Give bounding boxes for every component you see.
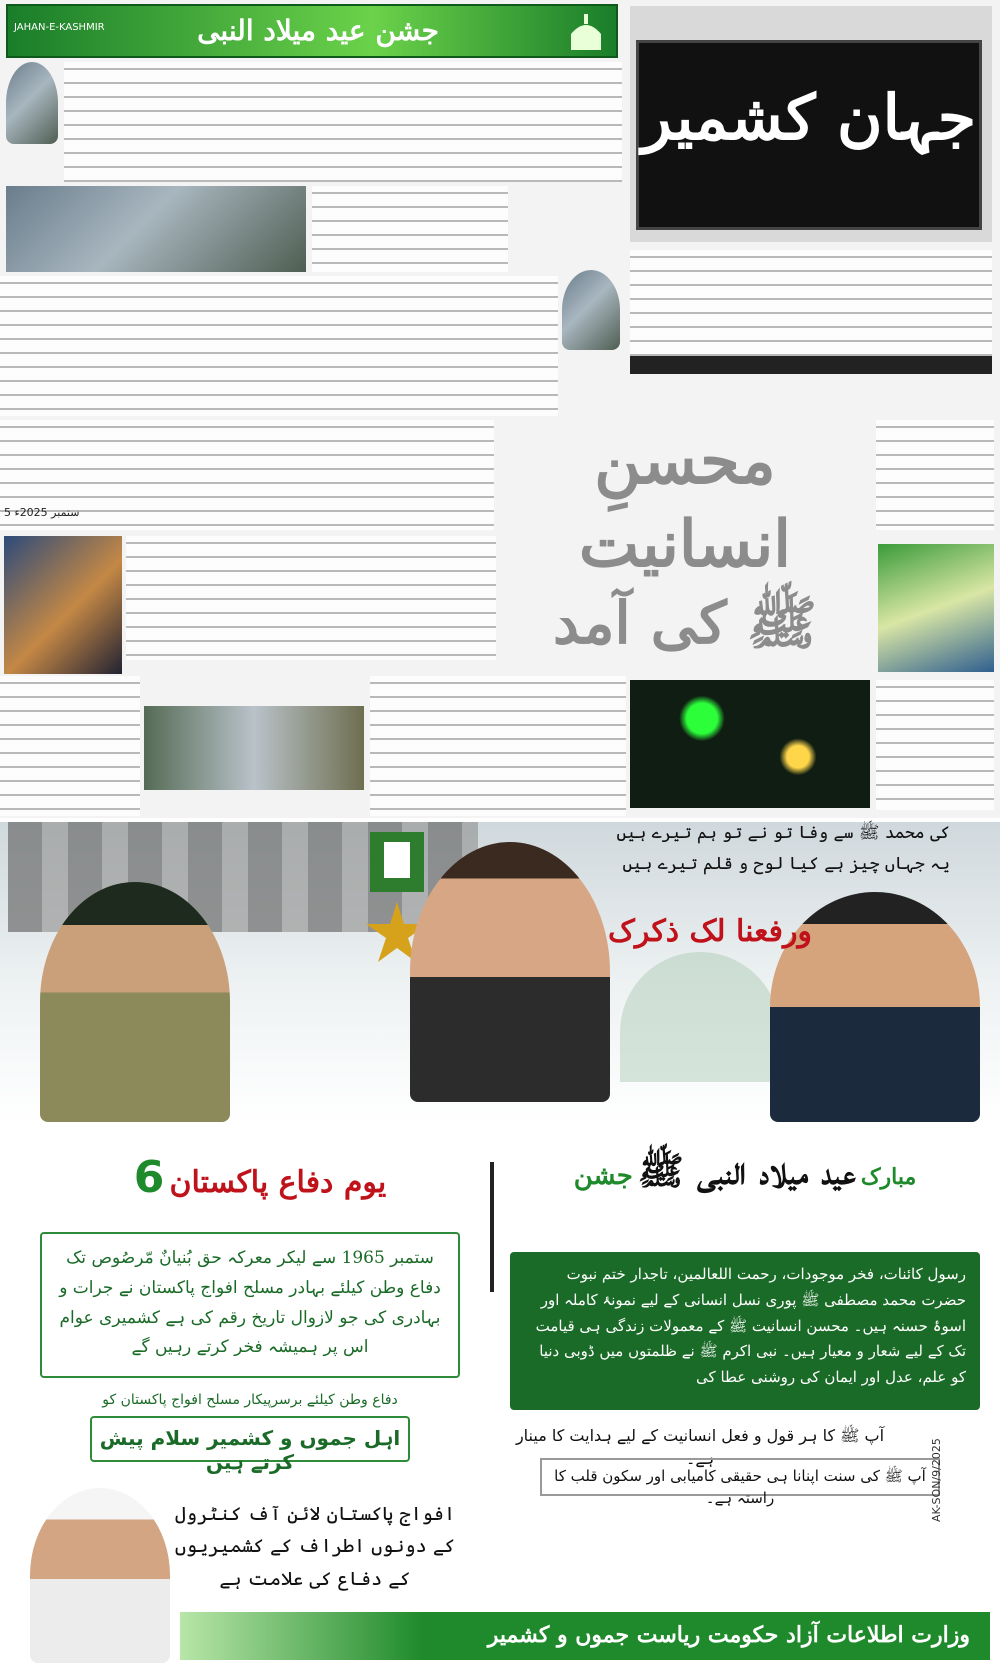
defence-text-box xyxy=(40,1232,460,1378)
loc-text: افواج پاکستان لائن آف کنٹرول کے دونوں اطراف کے کشمیریوں کے دفاع کی علامت ہے xyxy=(174,1503,456,1590)
milad-section xyxy=(510,1142,990,1562)
meeting-photo xyxy=(6,186,306,272)
couplet-line1: کی محمد ﷺ سے وفا تو نے تو ہم تیرے ہیں xyxy=(616,823,950,843)
mosque-icon xyxy=(566,12,606,52)
rally-photo xyxy=(878,544,994,672)
illumination-photo xyxy=(630,680,870,808)
ad-photo-band xyxy=(0,822,1000,1122)
milad-line2: آپ ﷺ کی سنت اپنانا ہی حقیقی کامیابی اور سکون قلب کا راستہ ہے۔ xyxy=(554,1467,926,1507)
milad-line1: آپ ﷺ کا ہر قول و فعل انسانیت کے لیے ہدایت کا مینار ہے۔ xyxy=(515,1426,885,1468)
army-chief-portrait xyxy=(40,882,230,1122)
news-column-b xyxy=(0,276,558,416)
news-column-right xyxy=(630,250,992,370)
news-column-top xyxy=(64,62,622,182)
salute-box xyxy=(90,1416,410,1474)
news-column-far-right xyxy=(876,420,994,530)
milad-top-banner xyxy=(6,4,618,58)
government-advertisement xyxy=(0,822,1000,1663)
salute-caption: دفاع وطن کیلئے برسرپیکار مسلح افواج پاکستان کو xyxy=(102,1392,398,1408)
banner-title: جشن عید میلاد النبی xyxy=(197,14,439,47)
main-headline-line1: محسنِ انسانیت xyxy=(578,424,792,583)
author-photo-top xyxy=(6,62,58,144)
defence-title-text: یوم دفاع پاکستان xyxy=(169,1165,387,1200)
news-column-d xyxy=(126,536,496,660)
newspaper-front-page xyxy=(0,0,1000,818)
paper-name: جہان کشمیر xyxy=(641,81,977,154)
couplet xyxy=(590,822,950,874)
ad-code: AK-SON/9/2025 xyxy=(930,1438,943,1522)
columnist-photo xyxy=(562,270,620,350)
milad-mubarak: مبارک xyxy=(860,1164,917,1190)
black-strip xyxy=(630,356,992,374)
section-divider xyxy=(490,1162,494,1292)
president-portrait xyxy=(410,842,610,1102)
footer-text: وزارت اطلاعات آزاد حکومت ریاست جموں و کشمیر xyxy=(487,1622,970,1648)
news-column-e xyxy=(0,676,140,816)
milad-green-text: رسول کائنات، فخر موجودات، رحمت اللعالمین، تاجدار ختم نبوت حضرت محمد مصطفی ﷺ پوری نسل انسانی کے لیے نمونۂ کاملہ اور اسوۂ حسنہ ہیں۔ محسن انسانیت ﷺ کے معمولات زندگی ہی قیامت تک کے لیے شعار و معیار ہیں۔ نبی اکرم ﷺ نے ظلمتوں میں ڈوبی دنیا کو علم، عدل اور ایمان کی روشنی عطا کی xyxy=(535,1265,966,1387)
masthead xyxy=(630,6,992,242)
defence-box-text: ستمبر 1965 سے لیکر معرکہ حق بُنیانٌ مّرصُوص تک دفاع وطن کیلئے بہادر مسلح افواج پاکستان نے جرات و بہادری کی جو لازوال تاریخ رقم کی ہے کشمیری عوام اس پر ہمیشہ فخر کرتے رہیں گے xyxy=(59,1248,441,1358)
milad-title-text: عید میلاد النبی ﷺ xyxy=(637,1148,856,1193)
news-column-a xyxy=(312,186,508,272)
date-line: 5 ستمبر 2025ء xyxy=(4,506,80,519)
milad-green-box xyxy=(510,1252,980,1410)
main-headline xyxy=(500,420,870,658)
salute-text: اہل جموں و کشمیر سلام پیش کرتے ہیں xyxy=(99,1426,401,1474)
defence-title xyxy=(110,1152,410,1203)
milad-title xyxy=(510,1148,980,1258)
milad-jashn: جشن xyxy=(573,1161,633,1191)
ad-footer xyxy=(180,1612,990,1660)
minister-portrait xyxy=(30,1488,170,1663)
banner-small-text: JAHAN-E-KASHMIR xyxy=(14,22,105,33)
news-column-f xyxy=(370,676,626,816)
dome-silhouette xyxy=(620,952,780,1082)
main-headline-line2: ﷺ کی آمد xyxy=(552,589,818,658)
group-photo xyxy=(144,706,364,790)
milad-line2-box xyxy=(540,1458,940,1507)
defence-title-number: 6 xyxy=(133,1152,165,1203)
speaker-photo xyxy=(4,536,122,674)
quran-text: ورفعنا لک ذکرک xyxy=(608,914,812,949)
news-column-g xyxy=(876,680,994,810)
masthead-black-box xyxy=(636,40,982,230)
couplet-line2: یہ جہاں چیز ہے کیا لوح و قلم تیرے ہیں xyxy=(622,854,950,874)
